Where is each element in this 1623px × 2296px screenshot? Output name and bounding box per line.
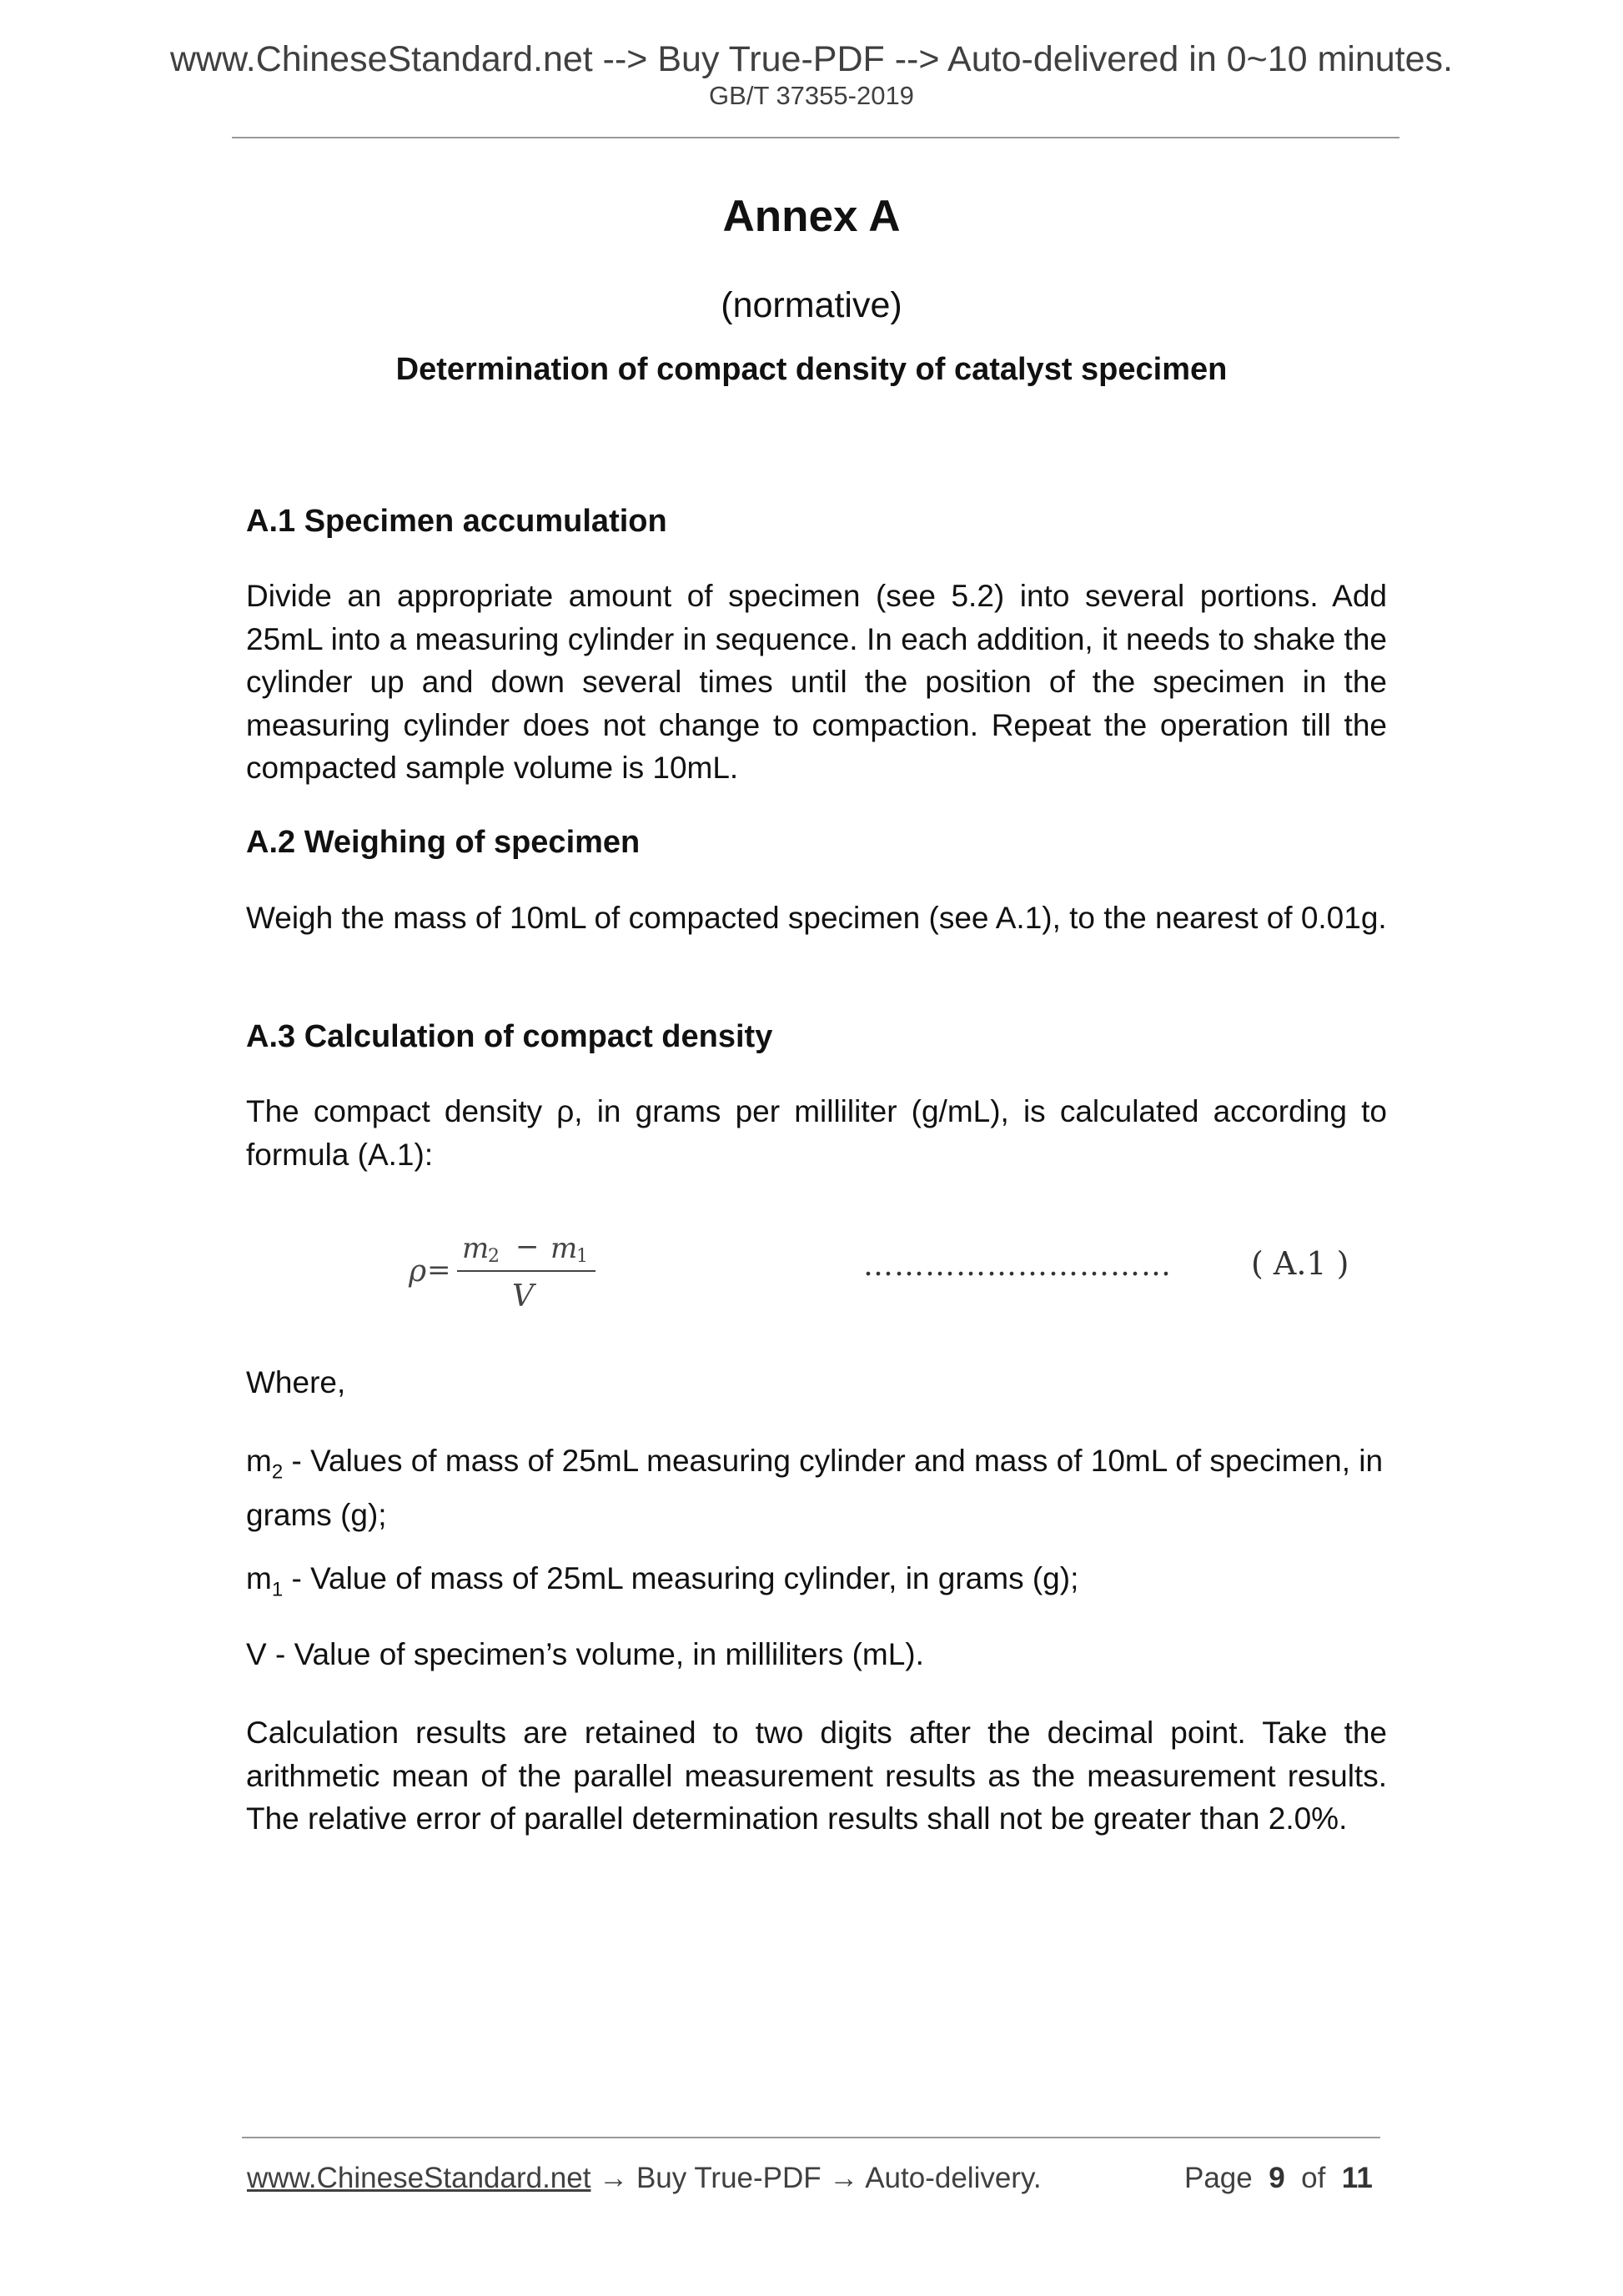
arrow-icon: →	[599, 2162, 629, 2194]
description: - Values of mass of 25mL measuring cylinder and mass of 10mL of specimen, in grams (g);	[246, 1444, 1384, 1532]
density-formula	[405, 1224, 647, 1318]
formula-m2: m	[462, 1232, 490, 1265]
symbol: V	[246, 1637, 267, 1671]
top-banner: www.ChineseStandard.net --> Buy True-PDF --> Auto-delivered in 0~10 minutes.	[169, 39, 1453, 79]
footer-link[interactable]: www.ChineseStandard.net	[247, 2162, 591, 2194]
formula-number: ( A.1 )	[1251, 1245, 1349, 1282]
formula-minus: −	[515, 1230, 540, 1264]
symbol-sub: 1	[271, 1578, 284, 1601]
section-heading-a2: A.2 Weighing of specimen	[246, 825, 641, 860]
description: - Value of specimen’s volume, in milliliters (mL).	[266, 1637, 924, 1671]
formula-v: V	[512, 1279, 534, 1314]
symbol-sub: 2	[271, 1460, 284, 1484]
conclusion-text: Calculation results are retained to two digits after the decimal point. Take the arithmetic mean of the parallel measurement results as the measurement results. The relative error of parallel determination results shall not be greater than 2.0%.	[246, 1716, 1387, 1836]
document-id: GB/T 37355-2019	[709, 81, 914, 110]
footer-left	[247, 2163, 1042, 2193]
footer-buy: Buy True-PDF	[636, 2162, 822, 2194]
formula-rho: ρ	[409, 1254, 427, 1289]
section-heading-a1: A.1 Specimen accumulation	[246, 504, 667, 539]
section-text-a3: The compact density ρ, in grams per milliliter (g/mL), is calculated according to formula (A.1):	[246, 1094, 1387, 1172]
annex-type: (normative)	[721, 285, 902, 325]
page-label: Page	[1184, 2162, 1253, 2194]
section-text-a1: Divide an appropriate amount of specimen (see 5.2) into several portions. Add 25mL into a measuring cylinder in sequence. In each addition, it needs to shake the cylinder up and down several times until the position of the specimen in the measuring cylinder does not change to compaction. Repeat the operation till the compacted sample volume is 10mL.	[246, 579, 1387, 785]
formula-equals: =	[427, 1254, 451, 1287]
formula-leader-dots: …………………………	[863, 1248, 1172, 1283]
header-divider	[232, 137, 1399, 138]
where-item-v	[246, 1633, 1414, 1676]
symbol: m	[246, 1444, 272, 1478]
formula-m1-sub: 1	[576, 1246, 588, 1267]
page-total: 11	[1341, 2162, 1373, 2194]
where-item-m2	[246, 1439, 1397, 1536]
formula-m2-sub: 2	[488, 1246, 500, 1267]
annex-subtitle: Determination of compact density of catalyst specimen	[395, 352, 1228, 387]
where-item-m1	[246, 1557, 1414, 1611]
where-label: Where,	[246, 1365, 346, 1399]
footer-auto: Auto-delivery.	[865, 2162, 1042, 2194]
formula-m1: m	[550, 1232, 578, 1265]
annex-title: Annex A	[722, 192, 901, 241]
symbol: m	[246, 1561, 272, 1595]
description: - Value of mass of 25mL measuring cylinder, in grams (g);	[283, 1561, 1079, 1595]
arrow-icon: →	[829, 2162, 859, 2194]
page-current: 9	[1269, 2162, 1285, 2194]
of-label: of	[1301, 2162, 1326, 2194]
page-number	[1184, 2163, 1373, 2193]
footer-divider	[242, 2137, 1380, 2138]
section-text-a2: Weigh the mass of 10mL of compacted specimen (see A.1), to the nearest of 0.01g.	[246, 901, 1387, 935]
section-heading-a3: A.3 Calculation of compact density	[246, 1019, 773, 1054]
